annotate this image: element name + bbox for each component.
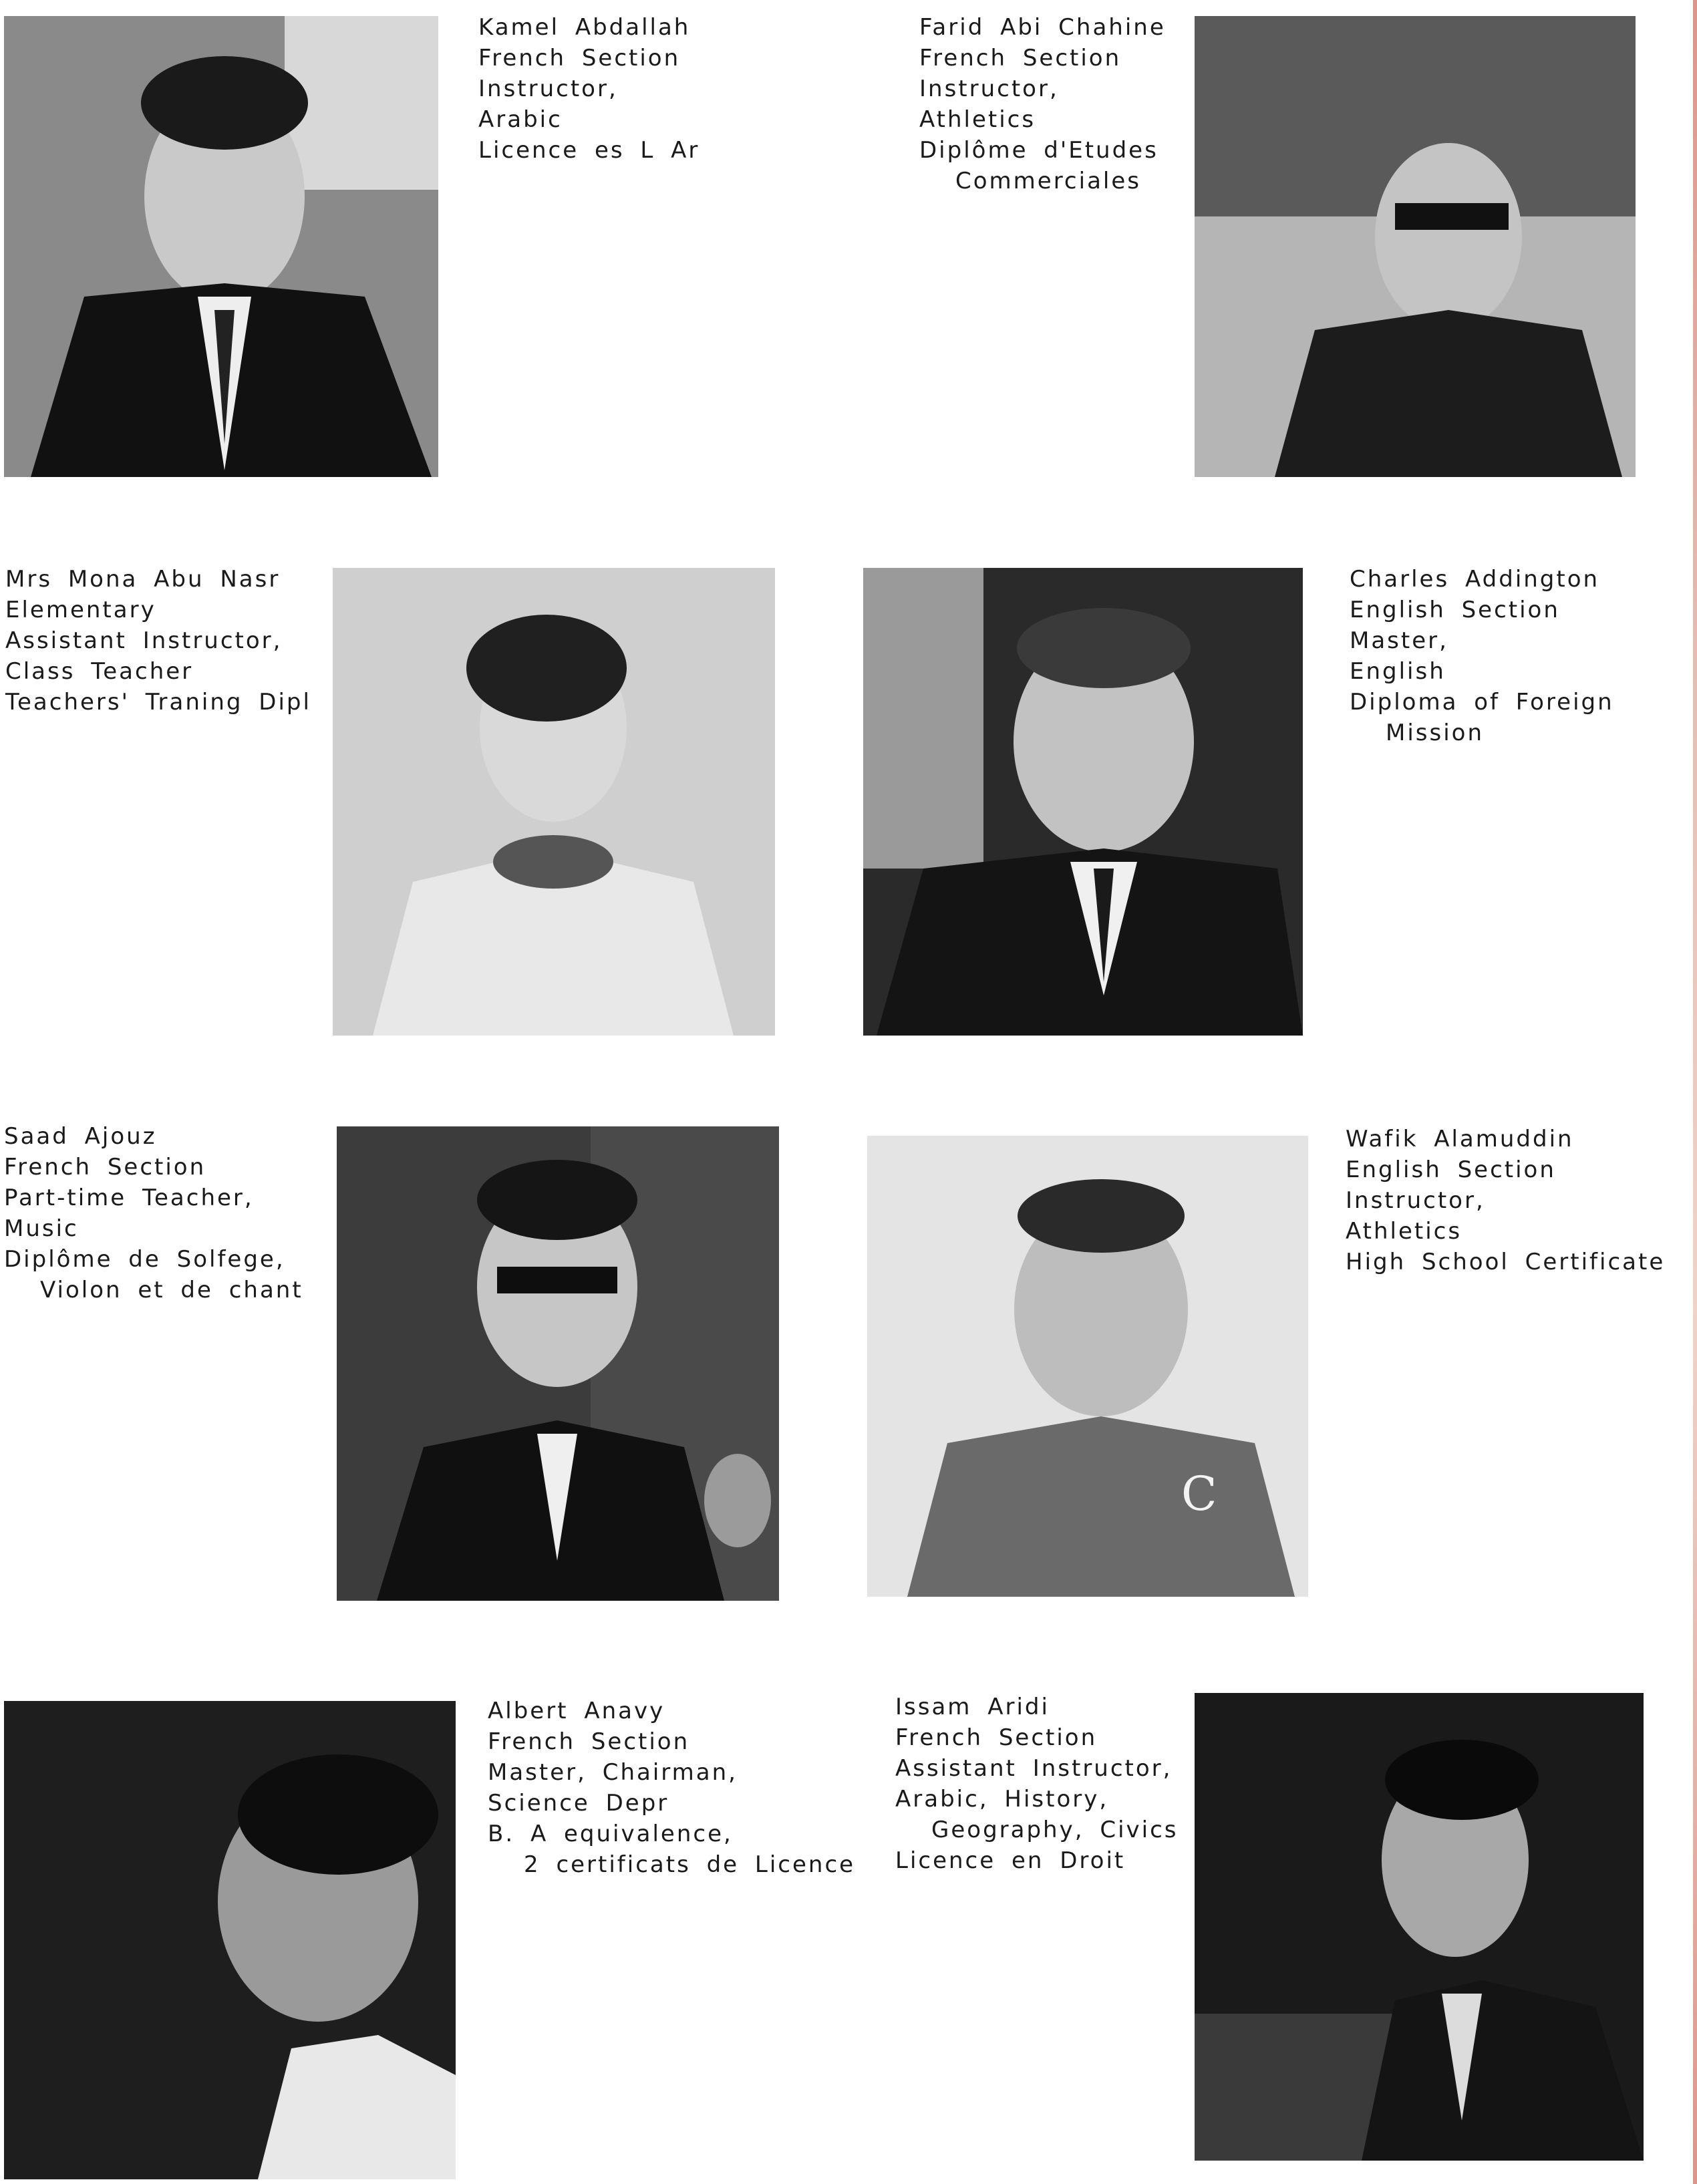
subject: Music	[4, 1215, 79, 1242]
rank: Instructor,	[478, 75, 618, 102]
caption-charles-addington	[1350, 564, 1614, 748]
section: French Section	[4, 1154, 206, 1181]
rank: Master,	[1350, 627, 1448, 654]
portrait-silhouette	[1195, 1693, 1644, 2161]
portrait-photo-albert-anavy	[4, 1701, 456, 2179]
section: French Section	[895, 1724, 1098, 1751]
portrait-photo-kamel-abdallah	[4, 16, 438, 477]
rank: Part-time Teacher,	[4, 1185, 254, 1211]
portrait-silhouette	[4, 1701, 456, 2179]
svg-text:C: C	[1181, 1466, 1217, 1521]
page-edge-mark	[1693, 0, 1697, 2184]
degree: Teachers' Traning Dipl	[5, 689, 311, 716]
degree: High School Certificate	[1346, 1249, 1666, 1275]
subject: Athletics	[1346, 1218, 1462, 1245]
portrait-silhouette	[333, 568, 775, 1036]
rank: Master, Chairman,	[488, 1759, 738, 1786]
caption-farid-abi-chahine	[919, 12, 1166, 196]
section: Elementary	[5, 597, 156, 623]
degree: B. A equivalence,	[488, 1821, 733, 1847]
degree-cont: Violon et de chant	[40, 1277, 303, 1303]
name: Mrs Mona Abu Nasr	[5, 566, 281, 593]
caption-kamel-abdallah	[478, 12, 700, 166]
degree-cont: 2 certificats de Licence	[524, 1851, 856, 1878]
rank: Assistant Instructor,	[5, 627, 283, 654]
caption-albert-anavy	[488, 1696, 855, 1880]
subject: English	[1350, 658, 1446, 685]
caption-issam-aridi	[895, 1692, 1179, 1876]
portrait-silhouette	[863, 568, 1303, 1036]
subject: Arabic	[478, 106, 563, 133]
portrait-silhouette	[867, 1136, 1308, 1597]
section: French Section	[919, 45, 1122, 71]
degree-cont: Mission	[1386, 720, 1485, 746]
name: Farid Abi Chahine	[919, 14, 1166, 41]
subjects: Arabic, History,	[895, 1786, 1109, 1813]
degree: Diplôme de Solfege,	[4, 1246, 285, 1273]
name: Issam Aridi	[895, 1694, 1050, 1720]
department: Science Depr	[488, 1790, 669, 1817]
role: Class Teacher	[5, 658, 194, 685]
section: English Section	[1346, 1156, 1556, 1183]
portrait-photo-charles-addington	[863, 568, 1303, 1036]
portrait-photo-mona-abu-nasr	[333, 568, 775, 1036]
degree: Diploma of Foreign	[1350, 689, 1614, 716]
portrait-silhouette	[337, 1126, 779, 1601]
degree: Licence en Droit	[895, 1847, 1126, 1874]
name: Charles Addington	[1350, 566, 1600, 593]
degree: Diplôme d'Etudes	[919, 137, 1159, 164]
degree: Licence es L Ar	[478, 137, 700, 164]
name: Wafik Alamuddin	[1346, 1126, 1574, 1152]
portrait-photo-farid-abi-chahine	[1195, 16, 1636, 477]
rank: Instructor,	[919, 75, 1059, 102]
section: French Section	[478, 45, 681, 71]
portrait-silhouette	[1195, 16, 1636, 477]
portrait-photo-wafik-alamuddin	[867, 1136, 1308, 1597]
rank: Assistant Instructor,	[895, 1755, 1173, 1782]
name: Saad Ajouz	[4, 1123, 157, 1150]
portrait-photo-issam-aridi	[1195, 1693, 1644, 2161]
name: Albert Anavy	[488, 1698, 665, 1724]
subjects-cont: Geography, Civics	[931, 1817, 1179, 1843]
degree-cont: Commerciales	[955, 168, 1141, 194]
caption-wafik-alamuddin	[1346, 1124, 1665, 1277]
subject: Athletics	[919, 106, 1036, 133]
portrait-silhouette	[4, 16, 438, 477]
caption-saad-ajouz	[4, 1121, 303, 1305]
name: Kamel Abdallah	[478, 14, 691, 41]
section: English Section	[1350, 597, 1560, 623]
portrait-photo-saad-ajouz	[337, 1126, 779, 1601]
rank: Instructor,	[1346, 1187, 1485, 1214]
caption-mona-abu-nasr	[5, 564, 311, 718]
section: French Section	[488, 1728, 690, 1755]
